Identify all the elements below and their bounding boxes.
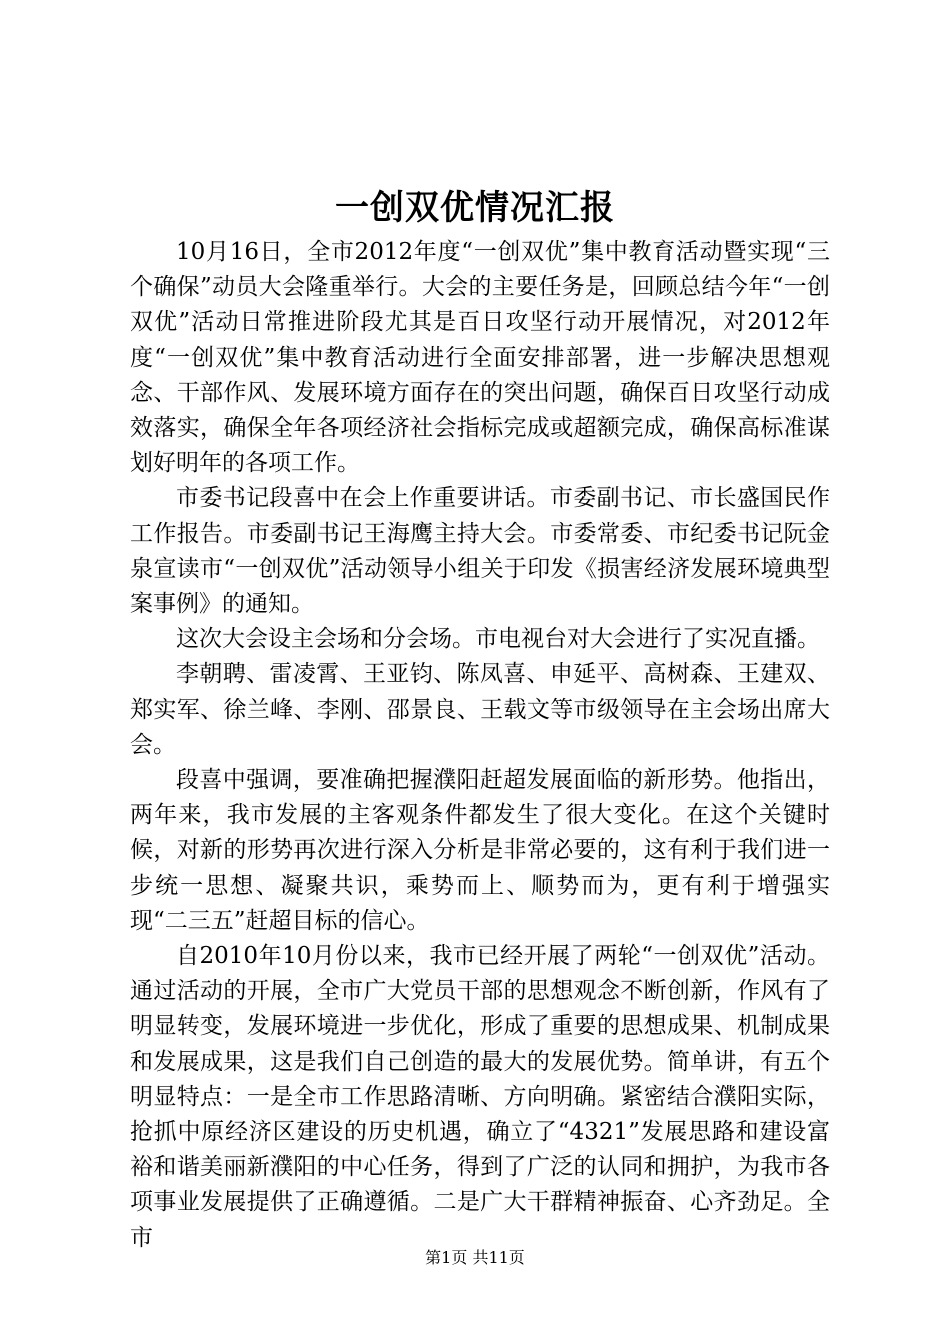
paragraph: 这次大会设主会场和分会场。市电视台对大会进行了实况直播。 [176, 626, 820, 653]
document-body [130, 235, 830, 1256]
paragraph: 段喜中强调，要准确把握濮阳赶超发展面临的新形势。他指出，两年来，我市发展的主客观条件都发生了很大变化。在这个关键时候，对新的形势再次进行深入分析是非常必要的，这有利于我们进一步统一思想、凝聚共识，乘势而上、顺势而为，更有利于增强实现“二三五”赶超目标的信心。 [130, 767, 830, 934]
paragraph: 李朝聘、雷凌霄、王亚钧、陈凤喜、申延平、高树森、王建双、郑实军、徐兰峰、李刚、邵景良、王载文等市级领导在主会场出席大会。 [130, 661, 830, 758]
page-number-footer: 第1页 共11页 [425, 1248, 525, 1267]
paragraph: 10月16日，全市2012年度“一创双优”集中教育活动暨实现“三个确保”动员大会隆重举行。大会的主要任务是，回顾总结今年“一创双优”活动日常推进阶段尤其是百日攻坚行动开展情况，对2012年度“一创双优”集中教育活动进行全面安排部署，进一步解决思想观念、干部作风、发展环境方面存在的突出问题，确保百日攻坚行动成效落实，确保全年各项经济社会指标完成或超额完成，确保高标准谋划好明年的各项工作。 [130, 239, 830, 477]
paragraph: 市委书记段喜中在会上作重要讲话。市委副书记、市长盛国民作工作报告。市委副书记王海鹰主持大会。市委常委、市纪委书记阮金泉宣读市“一创双优”活动领导小组关于印发《损害经济发展环境典型案事例》的通知。 [130, 485, 830, 618]
paragraph: 自2010年10月份以来，我市已经开展了两轮“一创双优”活动。通过活动的开展，全市广大党员干部的思想观念不断创新，作风有了明显转变，发展环境进一步优化，形成了重要的思想成果、机制成果和发展成果，这是我们自己创造的最大的发展优势。简单讲，有五个明显特点：一是全市工作思路清晰、方向明确。紧密结合濮阳实际，抢抓中原经济区建设的历史机遇，确立了“4321”发展思路和建设富裕和谐美丽新濮阳的中心任务，得到了广泛的认同和拥护，为我市各项事业发展提供了正确遵循。二是广大干群精神振奋、心齐劲足。全市 [130, 943, 830, 1251]
document-title: 一创双优情况汇报 [335, 188, 615, 228]
